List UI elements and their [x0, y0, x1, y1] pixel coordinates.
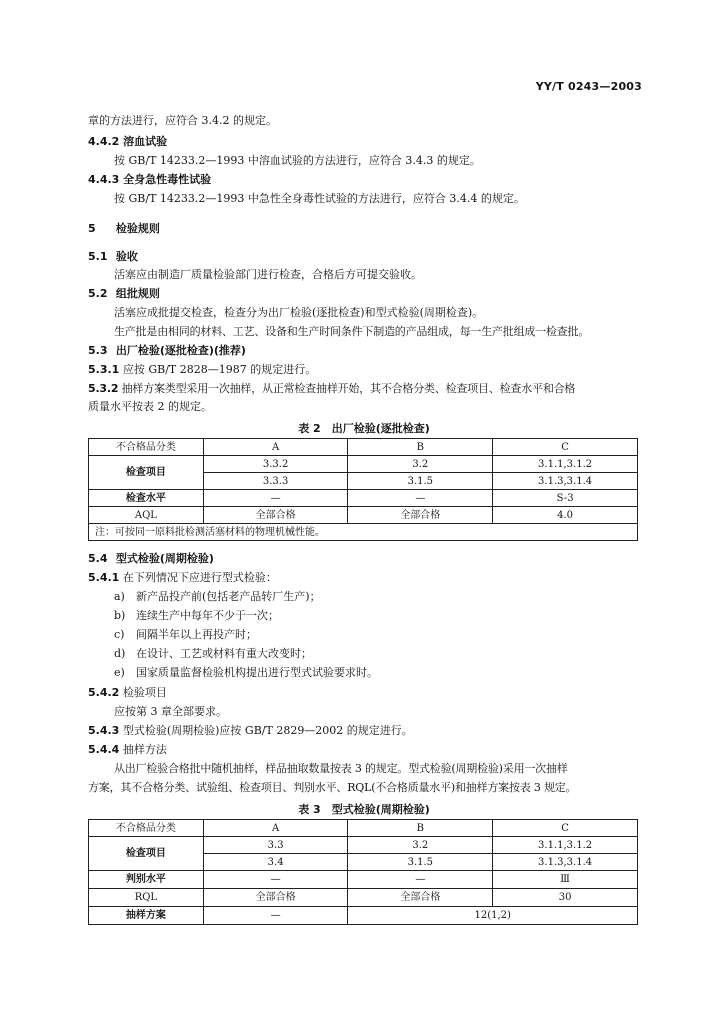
section-5-4-4-text-2: 方案，其不合格分类、试验组、检查项目、判别水平、RQL(不合格质量水平)和抽样方案按表 3 规定。: [88, 781, 577, 794]
list-item: a) 新产品投产前(包括老产品转厂生产)；: [114, 590, 321, 603]
table-cell: 4.0: [493, 507, 638, 524]
section-5-2-heading: 5.2 组批规则: [88, 287, 160, 300]
table-cell: RQL: [89, 889, 204, 907]
table-cell: 全部合格: [348, 507, 493, 524]
table-row: [89, 820, 638, 837]
table-row: [89, 490, 638, 507]
table-cell: 3.1.3,3.1.4: [493, 473, 638, 490]
table-cell: 3.1.1,3.1.2: [493, 837, 638, 854]
table-cell: —: [203, 490, 348, 507]
table-3: [88, 819, 638, 925]
table-cell: —: [348, 871, 493, 889]
table-cell: 3.3.2: [203, 456, 348, 473]
section-4-4-2-text: 按 GB/T 14233.2—1993 中溶血试验的方法进行，应符合 3.4.3 的规定。: [114, 154, 481, 167]
list-item: c) 间隔半年以上再投产时；: [114, 628, 257, 641]
table-cell: 12(1,2): [348, 907, 638, 925]
list-item: e) 国家质量监督检验机构提出进行型式试验要求时。: [114, 666, 378, 679]
table-cell: B: [348, 439, 493, 456]
section-5-3-2-text-2: 质量水平按表 2 的规定。: [88, 400, 212, 413]
section-5-3-heading: 5.3 出厂检验(逐批检查)(推荐): [88, 344, 246, 357]
table-row: [89, 837, 638, 854]
table-cell: —: [348, 490, 493, 507]
section-5-4-4-text-1: 从出厂检验合格批中随机抽样，样品抽取数量按表 3 的规定。型式检验(周期检验)采用一次抽样: [114, 762, 568, 775]
table-cell: 3.1.5: [348, 473, 493, 490]
section-4-4-2-heading: 4.4.2 溶血试验: [88, 135, 168, 148]
section-5-3-2-text-1: 5.3.2 抽样方案类型采用一次抽样，从正常检查抽样开始，其不合格分类、检查项目、检查水平和合格: [88, 382, 576, 395]
table-cell: Ⅲ: [493, 871, 638, 889]
section-5-heading: 5 检验规则: [88, 222, 160, 235]
table-cell: 3.4: [203, 854, 348, 871]
table-cell: 3.2: [348, 456, 493, 473]
table-cell: —: [203, 871, 348, 889]
table-cell: 3.3.3: [203, 473, 348, 490]
table-note: 注：可按同一原料批检测活塞材料的物理机械性能。: [89, 524, 638, 541]
section-5-4-2-text: 应按第 3 章全部要求。: [114, 705, 227, 718]
standard-number: YY/T 0243—2003: [535, 80, 642, 93]
table-cell: 检查项目: [89, 837, 204, 871]
table-row: [89, 439, 638, 456]
table-row: [89, 907, 638, 925]
table-cell: 不合格品分类: [89, 439, 204, 456]
section-5-4-4-heading: 5.4.4 抽样方法: [88, 743, 167, 756]
section-5-4-2-heading: 5.4.2 检验项目: [88, 686, 167, 699]
table-cell: —: [203, 907, 348, 925]
table-3-caption: 表 3 型式检验(周期检验): [298, 803, 430, 816]
table-cell: 3.1.3,3.1.4: [493, 854, 638, 871]
list-item: d) 在设计、工艺或材料有重大改变时；: [114, 647, 312, 660]
section-5-4-3-text: 5.4.3 型式检验(周期检验)应按 GB/T 2829—2002 的规定进行。: [88, 724, 413, 737]
table-cell: 全部合格: [348, 889, 493, 907]
section-5-4-heading: 5.4 型式检验(周期检验): [88, 552, 214, 565]
table-cell: 抽样方案: [89, 907, 204, 925]
table-cell: 3.1.1,3.1.2: [493, 456, 638, 473]
list-item: b) 连续生产中每年不少于一次；: [114, 609, 279, 622]
table-cell: AQL: [89, 507, 204, 524]
table-cell: A: [203, 439, 348, 456]
table-row: [89, 456, 638, 473]
section-5-2-text-2: 生产批是由相同的材料、工艺、设备和生产时间条件下制造的产品组成，每一生产批组成一检查批。: [114, 325, 590, 338]
table-cell: 3.3: [203, 837, 348, 854]
table-cell: S-3: [493, 490, 638, 507]
section-5-1-heading: 5.1 验收: [88, 250, 138, 263]
table-row: [89, 889, 638, 907]
table-cell: 检查水平: [89, 490, 204, 507]
table-cell: 30: [493, 889, 638, 907]
table-cell: 判别水平: [89, 871, 204, 889]
table-cell: 3.1.5: [348, 854, 493, 871]
table-cell: C: [493, 820, 638, 837]
table-cell: 全部合格: [203, 507, 348, 524]
table-cell: B: [348, 820, 493, 837]
table-cell: 检查项目: [89, 456, 204, 490]
section-5-4-1-text: 5.4.1 在下列情况下应进行型式检验：: [88, 571, 277, 584]
table-row: [89, 507, 638, 524]
table-cell: A: [203, 820, 348, 837]
continuation-line: 章的方法进行，应符合 3.4.2 的规定。: [88, 114, 277, 127]
section-4-4-3-heading: 4.4.3 全身急性毒性试验: [88, 173, 212, 186]
table-2-caption: 表 2 出厂检验(逐批检查): [298, 422, 430, 435]
section-5-3-1-text: 5.3.1 应按 GB/T 2828—1987 的规定进行。: [88, 363, 317, 376]
section-4-4-3-text: 按 GB/T 14233.2—1993 中急性全身毒性试验的方法进行，应符合 3.4.4 的规定。: [114, 192, 525, 205]
table-cell: 不合格品分类: [89, 820, 204, 837]
table-2: [88, 438, 638, 541]
table-cell: 3.2: [348, 837, 493, 854]
section-5-1-text: 活塞应由制造厂质量检验部门进行检查，合格后方可提交验收。: [114, 268, 422, 281]
table-cell: C: [493, 439, 638, 456]
table-cell: 全部合格: [203, 889, 348, 907]
section-5-2-text-1: 活塞应成批提交检查，检查分为出厂检验(逐批检查)和型式检验(周期检查)。: [114, 306, 484, 319]
table-row: [89, 871, 638, 889]
table-row: [89, 524, 638, 541]
